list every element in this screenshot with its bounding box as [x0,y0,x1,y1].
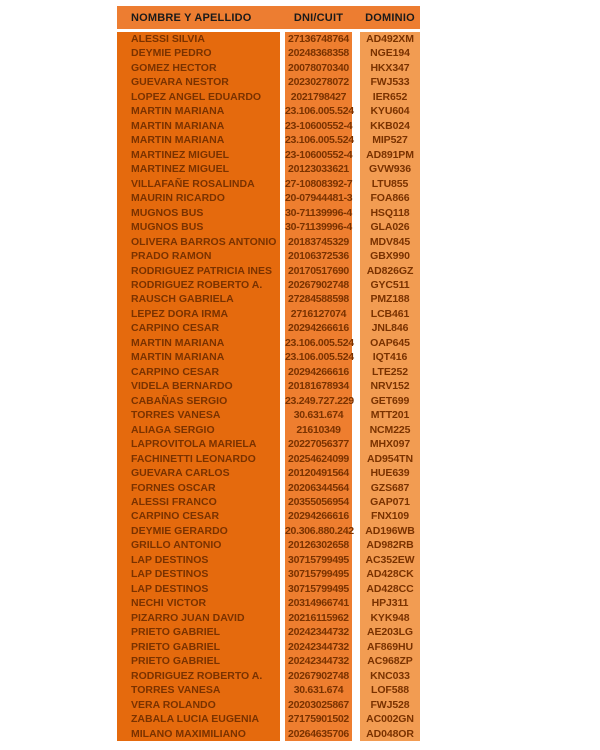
table-cell-dominio: FWJ528 [370,698,410,711]
table-cell-dni: 30.631.674 [293,684,344,697]
table-cell-nombre: CARPINO CESAR [131,322,220,335]
table-cell-dni: 20106372536 [288,250,349,263]
table-cell-nombre: CARPINO CESAR [131,510,220,523]
table-body [117,32,420,741]
table-cell-nombre: RODRIGUEZ ROBERTO A. [131,669,263,682]
table-cell-dni: 20294266616 [288,322,349,335]
column-dni-cuit [285,32,352,741]
table-cell-dni: 23.249.727.229 [285,394,354,407]
table-cell-nombre: GUEVARA NESTOR [131,76,229,89]
table-cell-nombre: VIDELA BERNARDO [131,380,233,393]
table-cell-dominio: AC002GN [366,713,414,726]
table-cell-nombre: TORRES VANESA [131,409,221,422]
table-cell-dominio: MIP527 [372,134,408,147]
table-cell-dominio: HUE639 [370,467,410,480]
table-cell-nombre: LAP DESTINOS [131,553,209,566]
column-nombre-y-apellido [117,32,280,741]
table-cell-dni: 30715799495 [288,582,349,595]
table-cell-nombre: RODRIGUEZ ROBERTO A. [131,278,263,291]
table-cell-dominio: MHX097 [369,438,411,451]
table-cell-nombre: MARTIN MARIANA [131,105,225,118]
table-cell-nombre: CABAÑAS SERGIO [131,394,228,407]
table-cell-nombre: LEPEZ DORA IRMA [131,307,229,320]
table-cell-dominio: AD826GZ [366,264,414,277]
table-cell-dominio: AD891PM [366,148,414,161]
table-cell-dominio: GZS687 [370,481,410,494]
table-cell-nombre: ZABALA LUCIA EUGENIA [131,713,260,726]
table-cell-dominio: LCB461 [370,307,410,320]
table-cell-nombre: OLIVERA BARROS ANTONIO [131,235,277,248]
table-cell-dominio: AD954TN [367,452,413,465]
table-cell-nombre: RAUSCH GABRIELA [131,293,234,306]
table-cell-dominio: AD048OR [366,727,414,740]
table-cell-nombre: ALESSI FRANCO [131,496,217,508]
table-cell-dominio: AD428CC [366,582,414,595]
table-cell-nombre: MARTINEZ MIGUEL [131,163,229,176]
table-cell-dominio: FNX109 [371,510,409,523]
table-cell-dni: 23.106.005.524 [285,105,354,118]
table-cell-dni: 20126302658 [288,539,349,552]
table-cell-nombre: MARTINEZ MIGUEL [131,148,229,161]
table-cell-dni: 20242344732 [288,626,349,639]
table-cell-dni: 23-10600552-4 [285,119,353,132]
table-cell-dominio: FWJ533 [370,76,410,89]
table-cell-dni: 20294266616 [288,510,349,523]
table-cell-dominio: AE203LG [367,626,413,639]
table-cell-dni: 23.106.005.524 [285,134,354,147]
table-cell-dni: 20216115962 [288,611,349,624]
table-cell-dni: 20264635706 [288,727,349,740]
table-header-row [117,6,420,29]
table-cell-dni: 20254624099 [288,452,349,465]
table-cell-dominio: PMZ188 [370,293,410,306]
table-cell-dominio: KNC033 [370,669,410,682]
table-cell-nombre: FACHINETTI LEONARDO [131,452,256,465]
table-cell-nombre: LAP DESTINOS [131,568,209,581]
table-cell-dni: 27284588598 [288,293,349,306]
table-cell-dominio: HPJ311 [371,597,409,610]
table-cell-nombre: PRIETO GABRIEL [131,655,221,668]
table-cell-nombre: TORRES VANESA [131,684,221,697]
table-cell-dni: 2021798427 [290,90,347,103]
table-cell-nombre: MUGNOS BUS [131,206,204,219]
table-cell-nombre: DEYMIE PEDRO [131,47,212,60]
table-cell-dni: 20120491564 [288,467,349,480]
table-cell-dominio: AC968ZP [367,655,413,668]
table-cell-dni: 20206344564 [288,481,349,494]
table-cell-dominio: NCM225 [369,423,411,436]
table-cell-nombre: NECHI VICTOR [131,597,207,610]
table-cell-nombre: MARTIN MARIANA [131,336,225,349]
table-cell-dominio: FOA866 [370,192,410,205]
table-cell-dominio: AF869HU [367,640,413,653]
table-cell-dominio: HKX347 [370,61,410,74]
table-cell-nombre: PRIETO GABRIEL [131,640,221,653]
table-cell-dominio: OAP645 [370,336,410,349]
table-cell-dni: 23-10600552-4 [285,148,353,161]
table-cell-dominio: GAP071 [370,496,410,508]
column-header-dni-cuit: DNI/CUIT [293,11,344,24]
table-cell-dni: 27136748764 [288,33,349,45]
table-cell-dni: 2716127074 [290,307,347,320]
column-dominio [360,32,420,741]
table-cell-nombre: PIZARRO JUAN DAVID [131,611,245,624]
table-cell-dominio: IER652 [372,90,408,103]
table-cell-dni: 20078070340 [288,61,349,74]
table-cell-dni: 20227056377 [288,438,349,451]
table-cell-dominio: KYU604 [370,105,410,118]
table-cell-dni: 27-10808392-7 [285,177,353,190]
table-cell-dominio: AD982RB [366,539,414,552]
table-cell-dni: 23.106.005.524 [285,336,354,349]
table-cell-dominio: MTT201 [370,409,410,422]
table-cell-dominio: GYC511 [370,278,410,291]
table-cell-dominio: AC352EW [365,553,415,566]
table-cell-dominio: KKB024 [370,119,410,132]
table-cell-nombre: GUEVARA CARLOS [131,467,230,480]
table-cell-dni: 20242344732 [288,655,349,668]
table-cell-nombre: LOPEZ ANGEL EDUARDO [131,90,262,103]
table-cell-dni: 20355056954 [288,496,349,508]
table-cell-nombre: MARTIN MARIANA [131,134,225,147]
table-cell-dni: 20203025867 [288,698,349,711]
table-cell-dni: 20267902748 [288,278,349,291]
table-cell-dominio: AD492XM [366,33,414,45]
table-cell-dni: 20230278072 [288,76,349,89]
owners-domains-table [117,6,420,741]
table-cell-dominio: HSQ118 [370,206,410,219]
table-cell-nombre: MILANO MAXIMILIANO [131,727,246,740]
table-cell-dni: 20294266616 [288,365,349,378]
table-cell-nombre: PRIETO GABRIEL [131,626,221,639]
table-cell-dni: 20267902748 [288,669,349,682]
table-cell-nombre: DEYMIE GERARDO [131,524,228,537]
table-cell-dominio: MDV845 [369,235,411,248]
column-header-nombre-y-apellido: NOMBRE Y APELLIDO [131,11,252,24]
table-cell-nombre: LAP DESTINOS [131,582,209,595]
column-header-dominio: DOMINIO [365,11,415,24]
table-cell-dni: 30-71139996-4 [285,206,352,219]
table-cell-nombre: MAURIN RICARDO [131,192,225,205]
table-cell-nombre: VILLAFAÑE ROSALINDA [131,177,255,190]
table-cell-dominio: GBX990 [370,250,410,263]
table-cell-dni: 30715799495 [288,568,349,581]
table-cell-dni: 23.106.005.524 [285,351,354,364]
table-cell-nombre: GOMEZ HECTOR [131,61,217,74]
table-cell-nombre: LAPROVITOLA MARIELA [131,438,257,451]
table-cell-dominio: AD196WB [365,524,415,537]
table-cell-nombre: GRILLO ANTONIO [131,539,222,552]
table-cell-dni: 20170517690 [288,264,349,277]
table-cell-dominio: IQT416 [372,351,408,364]
table-cell-dni: 27175901502 [288,713,349,726]
table-cell-dni: 30-71139996-4 [285,221,352,234]
table-cell-dominio: NRV152 [370,380,410,393]
table-cell-dni: 20.306.880.242 [285,524,354,537]
table-cell-nombre: MARTIN MARIANA [131,351,225,364]
table-cell-nombre: PRADO RAMON [131,250,212,263]
table-cell-nombre: ALIAGA SERGIO [131,423,215,436]
table-cell-dni: 30715799495 [288,553,349,566]
table-cell-dni: 20123033621 [288,163,349,176]
table-cell-nombre: MARTIN MARIANA [131,119,225,132]
table-cell-dominio: NGE194 [370,47,410,60]
table-cell-dominio: LTE252 [372,365,408,378]
table-cell-dominio: JNL846 [371,322,409,335]
table-cell-dominio: GET699 [370,394,410,407]
table-cell-dominio: GVW936 [369,163,411,176]
table-cell-dni: 20183745329 [288,235,349,248]
table-cell-dominio: AD428CK [366,568,414,581]
table-cell-nombre: RODRIGUEZ PATRICIA INES [131,264,272,277]
table-cell-nombre: ALESSI SILVIA [131,33,205,45]
table-cell-nombre: VERA ROLANDO [131,698,216,711]
table-cell-dni: 20242344732 [288,640,349,653]
table-cell-dni: 20-07944481-3 [285,192,353,205]
table-cell-dni: 20248368358 [288,47,349,60]
table-cell-dni: 30.631.674 [293,409,344,422]
table-cell-dni: 21610349 [296,423,341,436]
table-cell-dominio: GLA026 [370,221,410,234]
table-cell-dominio: KYK948 [370,611,410,624]
table-cell-dominio: LTU855 [371,177,409,190]
table-cell-dni: 20181678934 [288,380,349,393]
table-cell-dominio: LOF588 [371,684,409,697]
table-cell-nombre: CARPINO CESAR [131,365,220,378]
table-cell-nombre: MUGNOS BUS [131,221,204,234]
table-cell-nombre: FORNES OSCAR [131,481,216,494]
table-cell-dni: 20314966741 [288,597,349,610]
